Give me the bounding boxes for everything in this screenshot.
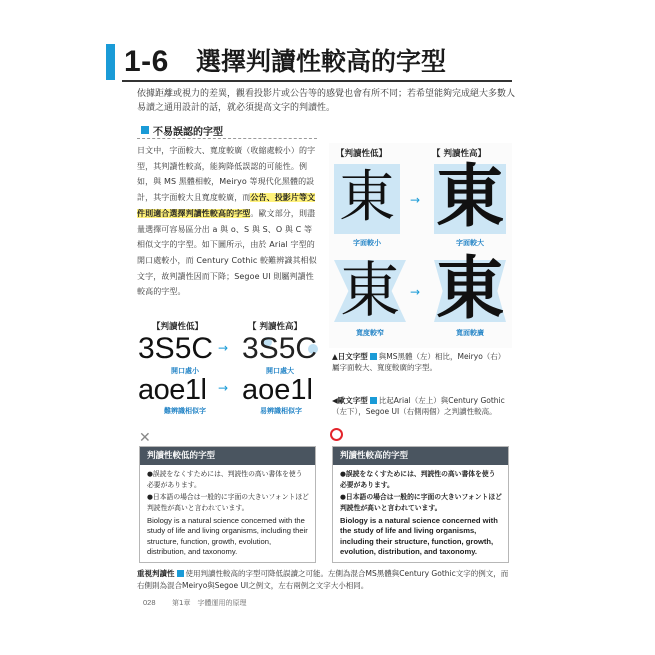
subsection-divider (137, 138, 317, 139)
latin-sample-low-1: 3S5C (138, 332, 214, 365)
bad-cross-icon: ✕ (139, 430, 151, 446)
caption-opening-large: 開口處大 (266, 367, 294, 375)
en-caption-tag: ◀歐文字型 (332, 396, 368, 405)
body-text-part1: 日文中，字面較大、寬度較廣（收縮處較小）的字型，其判讀性較高，能夠降低誤認的可能性。例如，與 MS 黑體相較，Meiryo 等現代化黑體的設計，其字面較大且寬度較廣，而 (137, 146, 316, 203)
kanji-arrow-2: → (410, 285, 421, 299)
page-number: 028 (143, 598, 156, 607)
jp-caption-text: 與MS黑體（左）相比，Meiryo（右）屬字面較大、寬度較廣的字型。 (332, 352, 506, 372)
subsection-marker-icon (141, 126, 149, 134)
title-underline (122, 80, 512, 82)
caption-narrow: 寬度較窄 (356, 329, 384, 337)
jp-caption-tag: ▲日文字型 (332, 352, 368, 361)
high-legibility-box (332, 446, 509, 563)
bottom-note-tag: 重視判讀性 (137, 569, 175, 578)
square-bullet-icon (370, 353, 377, 360)
caption-opening-small: 開口處小 (171, 367, 199, 375)
good-circle-icon (330, 428, 343, 441)
en-font-caption (332, 395, 512, 417)
intro-paragraph: 依據距離或視力的差異，觀看投影片或公告等的感覺也會有所不同；若希望能夠完成絕大多數人易讀之通用設計的話，就必須提高文字的判讀性。 (137, 89, 516, 113)
low-legibility-heading: 判讀性較低的字型 (140, 447, 315, 465)
latin-arrow-2: → (218, 381, 229, 395)
latin-label-high: 【 判讀性高】 (248, 322, 302, 332)
caption-similar-hard: 難辨識相似字 (164, 407, 206, 415)
low-english-sample: Biology is a natural science concerned with the study of life and living organisms, including their structure, function, growth, evolution, distribution, and taxonomy. (147, 516, 308, 556)
chapter-footer: 第1章 字體運用的原理 (172, 599, 247, 607)
kanji-glyph-narrow: 東 (340, 256, 400, 326)
high-legibility-heading: 判讀性較高的字型 (333, 447, 508, 465)
kanji-label-low: 【判讀性低】 (336, 149, 388, 159)
latin-sample-high-1: 3S5C (242, 332, 318, 365)
subsection-body (137, 143, 319, 300)
kanji-glyph-wide: 東 (435, 250, 504, 329)
low-bullet-2: ●日本語の場合は一般的に字面の大きいフォントほど判読性が高いと言われています。 (147, 493, 309, 512)
latin-arrow-1: → (218, 341, 229, 355)
section-accent-bar (106, 44, 115, 80)
kanji-arrow-1: → (410, 193, 421, 207)
high-english-sample: Biology is a natural science concerned with the study of life and living organisms, including their structure, function, growth, evolution, distribution, and taxonomy. (340, 516, 498, 556)
section-number: 1-6 (124, 45, 169, 78)
low-legibility-box (139, 446, 316, 563)
caption-similar-easy: 易辨識相似字 (260, 407, 302, 415)
kanji-glyph-low: 東 (339, 165, 395, 230)
section-title: 選擇判讀性較高的字型 (196, 47, 447, 76)
kanji-label-high: 【 判讀性高】 (432, 149, 486, 159)
square-bullet-icon (177, 570, 184, 577)
caption-small-face: 字面較小 (353, 239, 381, 247)
body-text-part2: 。歐文部分，則盡量選擇可容易區分出 a 與 o、S 與 S、O 與 C 等相似文字的字型。如下圖所示，由於 Arial 字型的開口處較小，而 Century Cothic 較難辨識其相似文字，故判讀性因而下降；Segoe UI 則屬判讀性較高的字型。 (137, 208, 317, 297)
high-bullet-1: ●誤読をなくすためには、判読性の高い書体を使う必要があります。 (340, 470, 496, 489)
latin-sample-low-2: aoe1l (138, 374, 207, 406)
bottom-note-text: 使用判讀性較高的字型可降低誤讀之可能。左側為混合MS黑體與Century Gothic文字的例文，而右側則為混合Meiryo與Segoe UI之例文，左右兩例之文字大小相同。 (137, 569, 509, 590)
high-bullet-2: ●日本語の場合は一般的に字面の大きいフォントほど判読性が高いと言われています。 (340, 493, 502, 512)
en-caption-text: 比起Arial（左上）與Century Gothic（左下），Segoe UI（右側兩個）之判讀性較高。 (332, 396, 505, 416)
caption-wide: 寬面較廣 (456, 329, 484, 337)
jp-font-caption (332, 351, 512, 373)
body-text-highlight: 公告、投影片等文件則適合選擇判讀性較高的字型 (137, 193, 316, 218)
kanji-glyph-high: 東 (435, 158, 504, 237)
low-bullet-1: ●誤読をなくすためには、判読性の高い書体を使う必要があります。 (147, 470, 303, 489)
subsection-heading: 不易誤認的字型 (153, 127, 223, 138)
latin-label-low: 【判讀性低】 (152, 322, 204, 332)
square-bullet-icon (370, 397, 377, 404)
latin-sample-high-2: aoe1l (242, 374, 313, 406)
bottom-note (137, 568, 515, 591)
caption-large-face: 字面較大 (456, 239, 484, 247)
